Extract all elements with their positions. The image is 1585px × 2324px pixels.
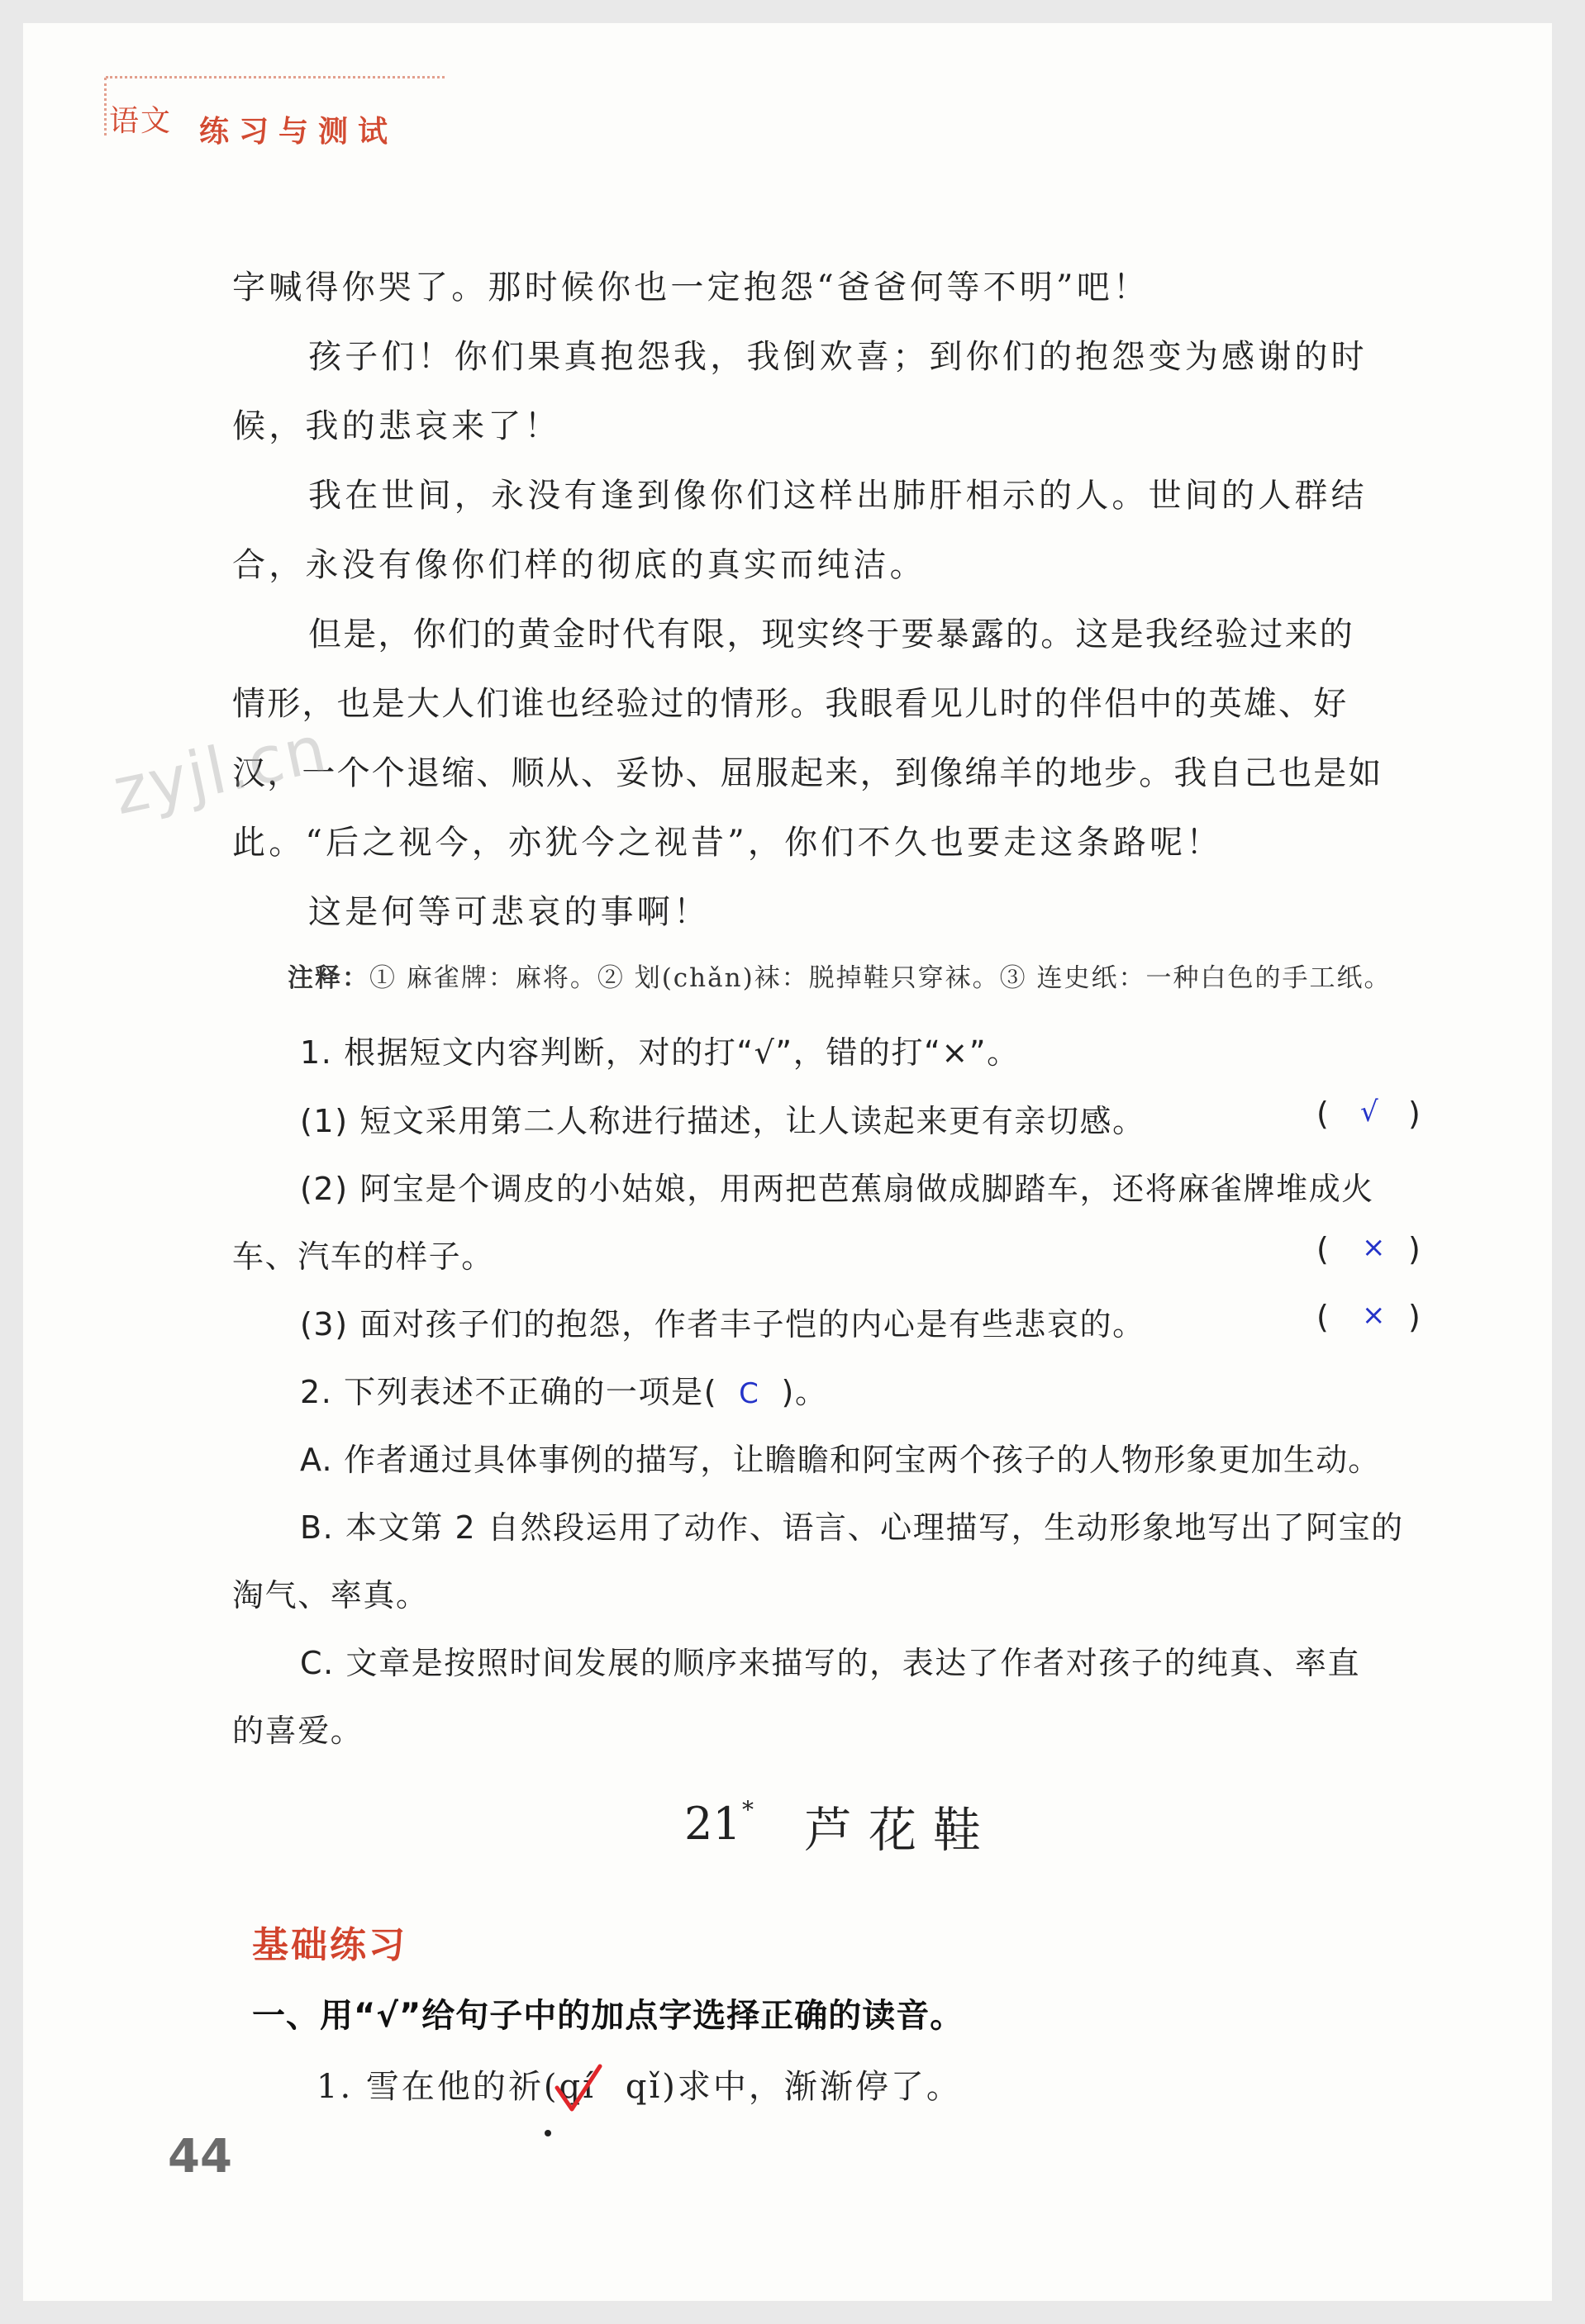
passage-line: 字喊得你哭了。那时候你也一定抱怨“爸爸何等不明”吧！ [232,269,1150,307]
page-number: 44 [168,2130,232,2184]
answer-mark-2: × [1362,1231,1386,1264]
question-2-stem-text: 2. 下列表述不正确的一项是( [300,1374,718,1410]
passage-line: 但是，你们的黄金时代有限，现实终于要暴露的。这是我经验过来的 [308,615,1354,653]
answer-parentheses: ( [1316,1095,1329,1132]
checkmark-icon [552,2063,605,2117]
exercise-item-1 [317,2060,962,2108]
header-dotted-rule [106,76,445,78]
option-c: C. 文章是按照时间发展的顺序来描写的，表达了作者对孩子的纯真、率直 [300,1645,1361,1681]
option-b: B. 本文第 2 自然段运用了动作、语言、心理描写，生动形象地写出了阿宝的 [300,1509,1404,1546]
question-1-item-1: (1) 短文采用第二人称进行描述，让人读起来更有亲切感。 [300,1103,1145,1139]
passage-line: 候，我的悲哀来了！ [232,407,561,445]
answer-parentheses: ( [1316,1231,1329,1267]
question-1-item-2-cont: 车、汽车的样子。 [232,1238,494,1275]
option-b-cont: 淘气、率真。 [232,1577,429,1613]
note-label: 注释： [288,963,369,993]
exercise-instruction: 一、用“√”给句子中的加点字选择正确的读音。 [252,1997,964,2035]
passage-line: 孩子们！你们果真抱怨我，我倒欢喜；到你们的抱怨变为感谢的时 [308,338,1368,376]
passage-line: 此。“后之视今，亦犹今之视昔”，你们不久也要走这条路呢！ [232,824,1223,862]
question-1-stem: 1. 根据短文内容判断，对的打“√”，错的打“×”。 [300,1034,1020,1071]
question-2-stem [300,1366,828,1412]
answer-parentheses: ) [1408,1095,1421,1132]
option-a: A. 作者通过具体事例的描写，让瞻瞻和阿宝两个孩子的人物形象更加生动。 [300,1442,1381,1478]
answer-mark-3: × [1362,1299,1386,1332]
passage-line: 情形，也是大人们谁也经验过的情形。我眼看见儿时的伴侣中的英雄、好 [232,685,1349,723]
answer-mark-1: √ [1360,1095,1378,1129]
workbook-page [23,23,1552,2301]
item-1-text-end: )求中，渐渐停了。 [662,2068,962,2106]
lesson-star: * [742,1796,754,1823]
annotation-note [288,957,1392,994]
answer-parentheses: ( [1316,1299,1329,1335]
passage-line: 这是何等可悲哀的事啊！ [308,893,711,931]
question-2-stem-end: )。 [781,1374,828,1410]
header-series-title: 练习与测试 [199,115,398,149]
answer-parentheses: ) [1408,1299,1421,1335]
option-c-cont: 的喜爱。 [232,1713,364,1749]
question-1-item-3: (3) 面对孩子们的抱怨，作者丰子恺的内心是有些悲哀的。 [300,1306,1145,1343]
lesson-title: 芦花鞋 [804,1802,998,1858]
header-subject: 语文 [109,104,173,138]
pinyin-option-1: qí [559,2068,595,2106]
note-text: ① 麻雀牌：麻将。② 划(chǎn)袜：脱掉鞋只穿袜。③ 连史纸：一种白色的手工纸。 [369,963,1392,993]
watermark: zyjl.cn [107,711,335,830]
passage-line: 合，永没有像你们样的彻底的真实而纯洁。 [232,546,926,584]
passage-line: 我在世间，永没有逢到像你们这样出肺肝相示的人。世间的人群结 [308,477,1368,515]
emphasis-dot [545,2130,551,2136]
header-dotted-bar [104,78,107,135]
answer-parentheses: ) [1408,1231,1421,1267]
question-1-item-2: (2) 阿宝是个调皮的小姑娘，用两把芭蕉扇做成脚踏车，还将麻雀牌堆成火 [300,1171,1374,1207]
pinyin-option-2: qǐ [625,2068,663,2106]
question-2-answer: C [739,1377,760,1410]
passage-line: 汉，一个个退缩、顺从、妥协、屈服起来，到像绵羊的地步。我自己也是如 [232,754,1383,792]
item-1-text: 1. 雪在他的祈( [317,2068,559,2106]
section-heading: 基础练习 [252,1924,407,1966]
lesson-number: 21 [684,1798,741,1850]
